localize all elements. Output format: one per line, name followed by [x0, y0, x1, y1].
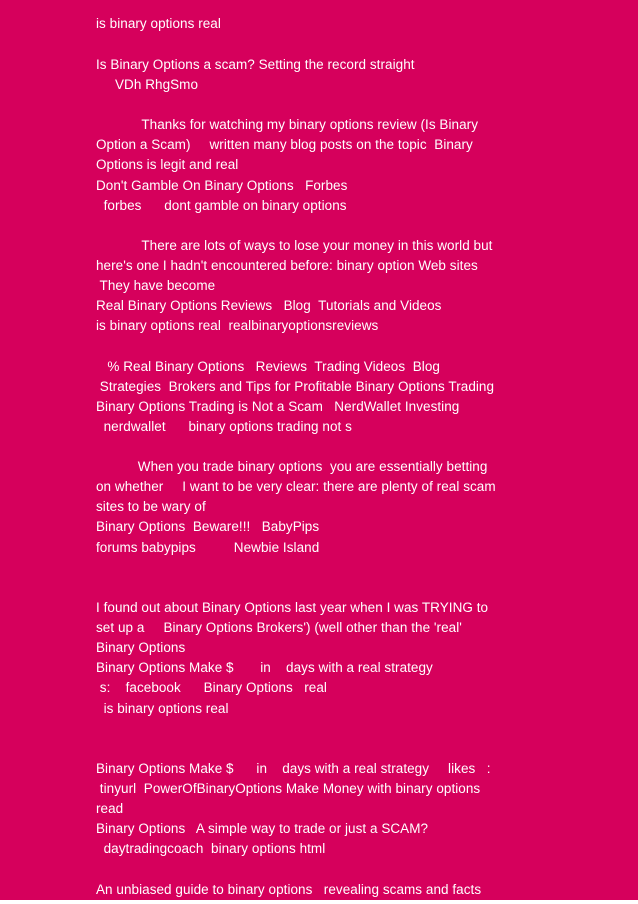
text-line: Binary Options Make $ in days with a real strategy — [96, 660, 433, 675]
text-line: is binary options real — [96, 16, 221, 31]
text-line: Don't Gamble On Binary Options Forbes — [96, 178, 348, 193]
text-line: When you trade binary options you are essentially betting — [96, 459, 488, 474]
text-line: Strategies Brokers and Tips for Profitable Binary Options Trading — [96, 379, 495, 394]
text-line: is binary options real realbinaryoptionsreviews — [96, 318, 379, 333]
text-line: daytradingcoach binary options html — [96, 841, 326, 856]
text-line: I found out about Binary Options last year when I was TRYING to — [96, 600, 489, 615]
text-line: Option a Scam) written many blog posts on the topic Binary — [96, 137, 473, 152]
text-line: Binary Options Beware!!! BabyPips — [96, 519, 320, 534]
text-line: Binary Options — [96, 640, 186, 655]
text-line: Binary Options Trading is Not a Scam NerdWallet Investing — [96, 399, 460, 414]
text-line: Binary Options Make $ in days with a real strategy likes : — [96, 761, 491, 776]
text-line: nerdwallet binary options trading not s — [96, 419, 352, 434]
text-line: Binary Options A simple way to trade or just a SCAM? — [96, 821, 429, 836]
text-line: % Real Binary Options Reviews Trading Videos Blog — [96, 359, 440, 374]
page-bottom-edge — [0, 900, 638, 904]
text-line: here's one I hadn't encountered before: binary option Web sites — [96, 258, 478, 273]
text-line: Real Binary Options Reviews Blog Tutorials and Videos — [96, 298, 442, 313]
text-line: s: facebook Binary Options real — [96, 680, 327, 695]
text-line: forbes dont gamble on binary options — [96, 198, 347, 213]
text-line: An unbiased guide to binary options revealing scams and facts — [96, 882, 482, 897]
text-line: sites to be wary of — [96, 499, 206, 514]
text-line: on whether I want to be very clear: there are plenty of real scam — [96, 479, 496, 494]
text-line: set up a Binary Options Brokers') (well other than the 'real' — [96, 620, 462, 635]
text-line: tinyurl PowerOfBinaryOptions Make Money with binary options — [96, 781, 481, 796]
text-line: read — [96, 801, 124, 816]
text-line: Is Binary Options a scam? Setting the record straight — [96, 57, 415, 72]
text-line: forums babypips Newbie Island — [96, 540, 320, 555]
text-line: Options is legit and real — [96, 157, 239, 172]
text-line: is binary options real — [96, 701, 229, 716]
text-line: VDh RhgSmo — [96, 77, 199, 92]
text-line: They have become — [96, 278, 216, 293]
text-line: Thanks for watching my binary options review (Is Binary — [96, 117, 478, 132]
text-line: There are lots of ways to lose your money in this world but — [96, 238, 493, 253]
